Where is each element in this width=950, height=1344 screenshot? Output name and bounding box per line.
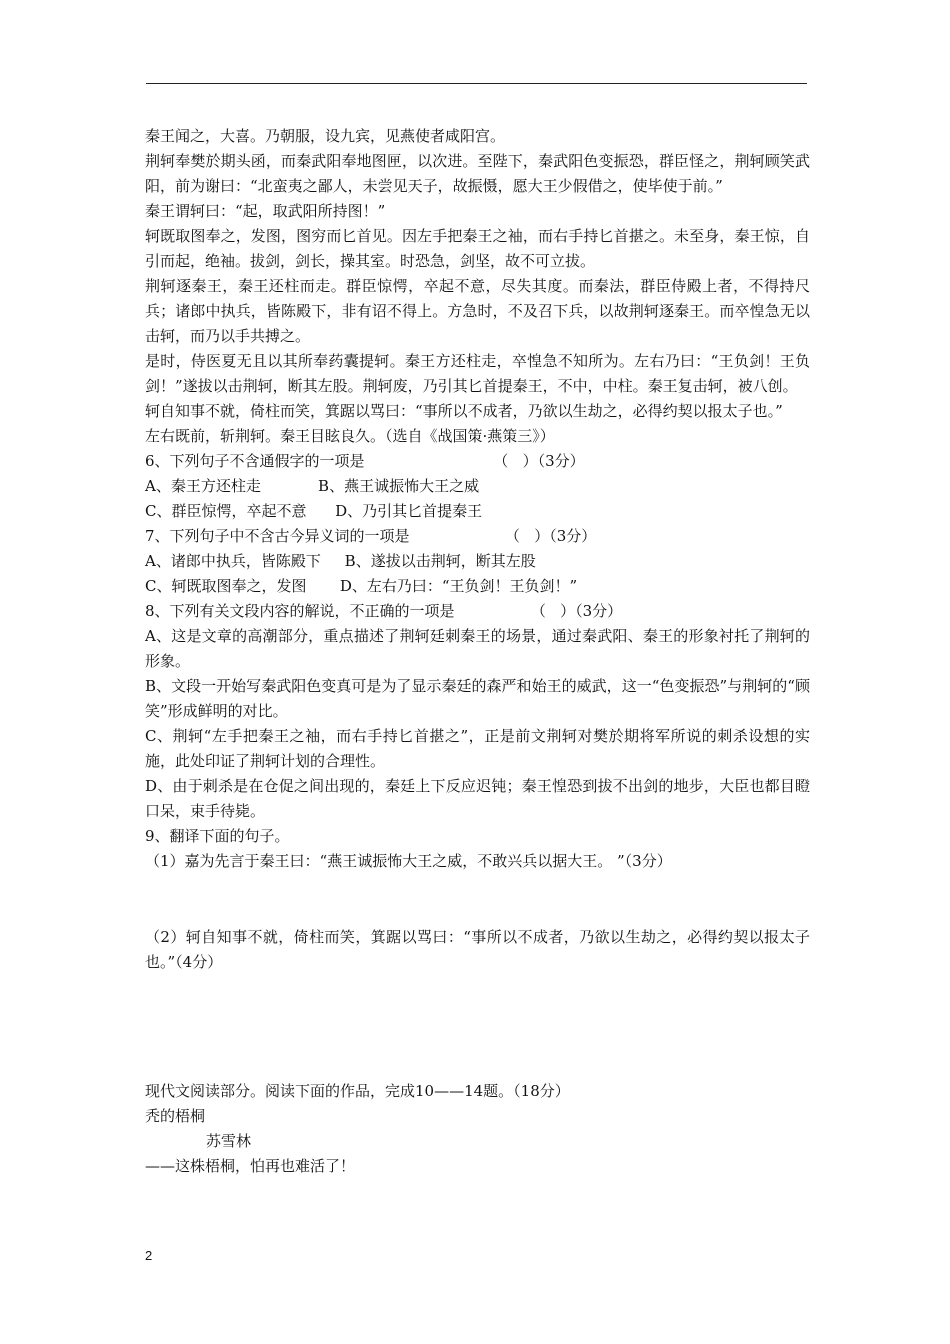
passage-paragraph: 秦王闻之，大喜。乃朝服，设九宾，见燕使者咸阳宫。 — [145, 127, 506, 145]
question-6-options-cd: C、群臣惊愕，卒起不意 D、乃引其匕首提秦王 — [145, 502, 483, 520]
question-7-stem: 7、下列句子中不含古今异义词的一项是 （ ）（3分） — [145, 527, 597, 545]
question-7-options-ab: A、诸郎中执兵，皆陈殿下 B、遂拔以击荆轲，断其左股 — [145, 552, 536, 570]
passage-paragraph: 荆轲逐秦王，秦王还柱而走。群臣惊愕，卒起不意，尽失其度。而秦法，群臣侍殿上者，不得持尺兵；诸郎中执兵，皆陈殿下，非有诏不得上。方急时，不及召下兵，以故荆轲逐秦王。而卒惶急无以击轲，而乃以手共搏之。 — [145, 277, 810, 345]
question-8-stem: 8、下列有关文段内容的解说，不正确的一项是 （ ）（3分） — [145, 602, 623, 620]
question-9-sentence-1: （1）嘉为先言于秦王曰：“燕王诚振怖大王之威，不敢兴兵以据大王。 ”（3分） — [145, 852, 672, 870]
header-rule — [146, 83, 807, 84]
question-8-option-d: D、由于刺杀是在仓促之间出现的，秦廷上下反应迟钝；秦王惶恐到拔不出剑的地步，大臣也都目瞪口呆，束手待毙。 — [145, 777, 810, 820]
passage-paragraph: 左右既前，斩荆轲。秦王目眩良久。（选自《战国策·燕策三》） — [145, 427, 555, 445]
modern-reading-intro: 现代文阅读部分。阅读下面的作品，完成10——14题。（18分） — [145, 1082, 570, 1100]
question-7-options-cd: C、轲既取图奉之，发图 D、左右乃曰：“王负剑！王负剑！” — [145, 577, 578, 595]
passage-paragraph: 轲既取图奉之，发图，图穷而匕首见。因左手把秦王之袖，而右手持匕首揕之。未至身，秦王惊，自引而起，绝袖。拔剑，剑长，操其室。时恐急，剑坚，故不可立拔。 — [145, 227, 810, 270]
question-6-options-ab: A、秦王方还柱走 B、燕王诚振怖大王之威 — [145, 477, 480, 495]
essay-title: 秃的梧桐 — [145, 1107, 206, 1125]
passage-paragraph: 秦王谓轲曰：“起，取武阳所持图！” — [145, 202, 386, 220]
passage-paragraph: 是时，侍医夏无且以其所奉药囊提轲。秦王方还柱走，卒惶急不知所为。左右乃曰：“王负剑！王负剑！”遂拔以击荆轲，断其左股。荆轲废，乃引其匕首提秦王，不中，中柱。秦王复击轲，被八创。 — [145, 352, 810, 395]
page-content — [145, 124, 810, 1179]
passage-paragraph: 荆轲奉樊於期头函，而秦武阳奉地图匣，以次进。至陛下，秦武阳色变振恐，群臣怪之，荆轲顾笑武阳，前为谢曰：“北蛮夷之鄙人，未尝见天子，故振慑，愿大王少假借之，使毕使于前。” — [145, 152, 810, 195]
passage-paragraph: 轲自知事不就，倚柱而笑，箕踞以骂曰：“事所以不成者，乃欲以生劫之，必得约契以报太子也。” — [145, 402, 783, 420]
question-8-option-c: C、荆轲“左手把秦王之袖，而右手持匕首揕之”，正是前文荆轲对樊於期将军所说的刺杀设想的实施，此处印证了荆轲计划的合理性。 — [145, 727, 810, 770]
question-6-stem: 6、下列句子不含通假字的一项是 （ ）（3分） — [145, 452, 585, 470]
question-9-stem: 9、翻译下面的句子。 — [145, 827, 290, 845]
question-9-sentence-2: （2）轲自知事不就，倚柱而笑，箕踞以骂曰：“事所以不成者，乃欲以生劫之，必得约契以报太子也。”（4分） — [145, 928, 810, 971]
question-8-option-a: A、这是文章的高潮部分，重点描述了荆轲廷刺秦王的场景，通过秦武阳、秦王的形象衬托了荆轲的形象。 — [145, 627, 810, 670]
essay-first-line: ——这株梧桐，怕再也难活了！ — [145, 1157, 356, 1175]
page-number: 2 — [145, 1248, 153, 1263]
question-8-option-b: B、文段一开始写秦武阳色变真可是为了显示秦廷的森严和始王的威武，这一“色变振恐”与荆轲的“顾笑”形成鲜明的对比。 — [145, 677, 810, 720]
essay-author: 苏雪林 — [206, 1132, 252, 1150]
